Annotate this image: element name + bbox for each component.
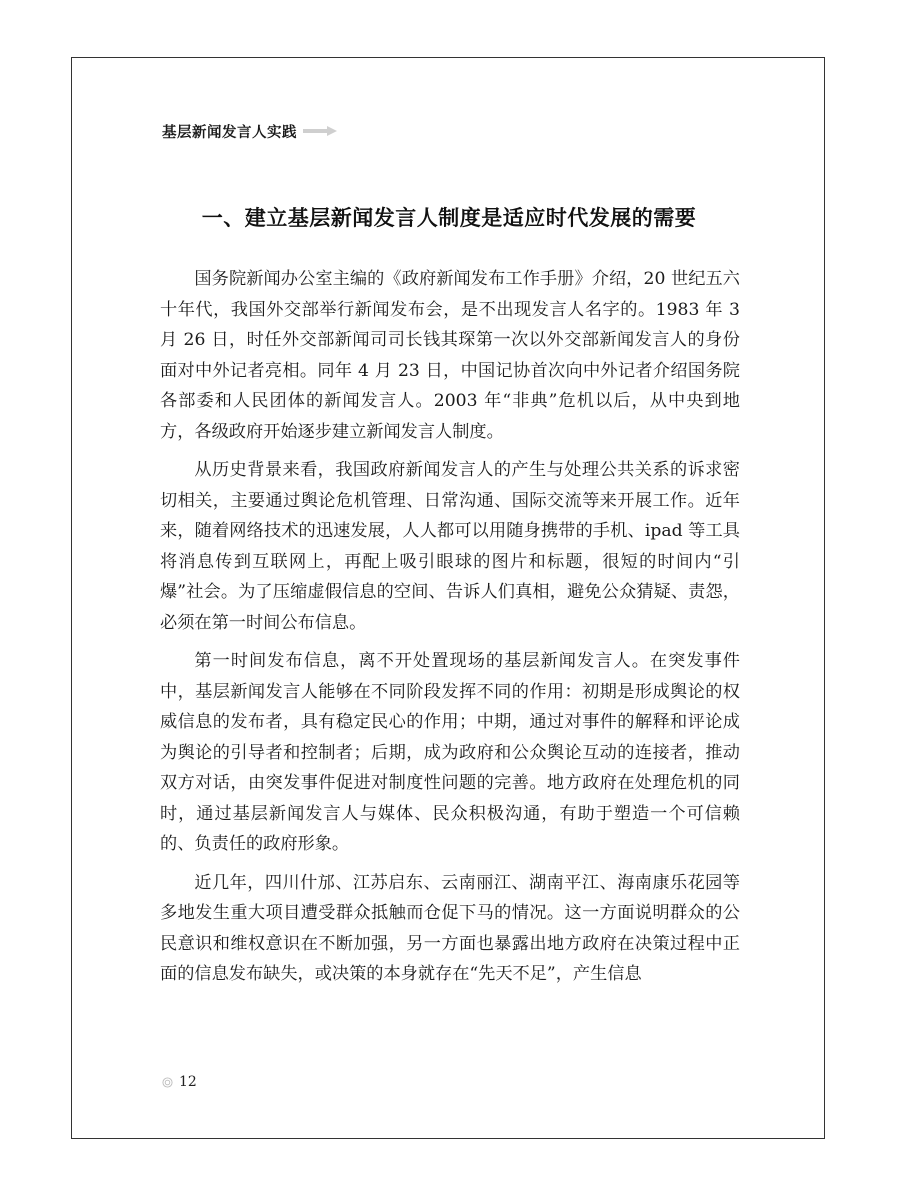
right-arrow-icon	[303, 126, 337, 136]
paragraph: 从历史背景来看，我国政府新闻发言人的产生与处理公共关系的诉求密切相关，主要通过舆论危机管理、日常沟通、国际交流等来开展工作。近年来，随着网络技术的迅速发展，人人都可以用随身携带的手机、ipad 等工具将消息传到互联网上，再配上吸引眼球的图片和标题，很短的时间内“引爆”社会。为了压缩虚假信息的空间、告诉人们真相，避免公众猜疑、责怨，必须在第一时间公布信息。	[160, 460, 740, 633]
page-number: 12	[179, 1074, 197, 1090]
body-text	[160, 264, 740, 998]
running-header	[162, 121, 337, 141]
running-header-title: 基层新闻发言人实践	[162, 124, 297, 141]
section-title: 一、建立基层新闻发言人制度是适应时代发展的需要	[201, 206, 697, 230]
paragraph: 第一时间发布信息，离不开处置现场的基层新闻发言人。在突发事件中，基层新闻发言人能够在不同阶段发挥不同的作用：初期是形成舆论的权威信息的发布者，具有稳定民心的作用；中期，通过对事件的解释和评论成为舆论的引导者和控制者；后期，成为政府和公众舆论互动的连接者，推动双方对话，由突发事件促进对制度性问题的完善。地方政府在处理危机的同时，通过基层新闻发言人与媒体、民众积极沟通，有助于塑造一个可信赖的、负责任的政府形象。	[160, 651, 740, 854]
paragraph: 近几年，四川什邡、江苏启东、云南丽江、湖南平江、海南康乐花园等多地发生重大项目遭受群众抵触而仓促下马的情况。这一方面说明群众的公民意识和维权意识在不断加强，另一方面也暴露出地方政府在决策过程中正面的信息发布缺失，或决策的本身就存在“先天不足”，产生信息	[160, 872, 740, 984]
circle-ornament-icon	[162, 1077, 173, 1088]
page-footer	[162, 1074, 197, 1090]
paragraph: 国务院新闻办公室主编的《政府新闻发布工作手册》介绍，20 世纪五六十年代，我国外交部举行新闻发布会，是不出现发言人名字的。1983 年 3 月 26 日，时任外交部新闻司司长钱其琛第一次以外交部新闻发言人的身份面对中外记者亮相。同年 4 月 23 日，中国记协首次向中外记者介绍国务院各部委和人民团体的新闻发言人。2003 年“非典”危机以后，从中央到地方，各级政府开始逐步建立新闻发言人制度。	[160, 269, 740, 442]
